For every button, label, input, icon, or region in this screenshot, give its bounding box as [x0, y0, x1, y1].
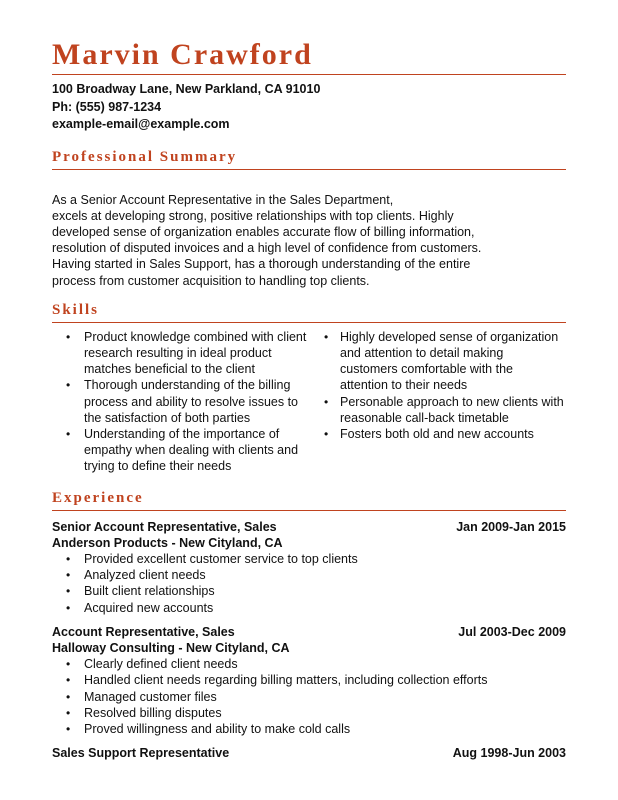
job-bullet [52, 689, 566, 705]
skill-line: trying to define their needs [84, 459, 232, 474]
job-company: Anderson Products - New Cityland, CA [52, 535, 283, 550]
bullet-icon: • [66, 673, 71, 688]
bullet-icon: • [66, 568, 71, 583]
job-entry [52, 519, 566, 616]
job-bullet-text: Resolved billing disputes [84, 705, 222, 720]
skill-item [52, 329, 322, 378]
summary-line: resolution of disputed invoices and a high level of confidence from customers. [52, 241, 482, 256]
skill-line: customers comfortable with the [340, 362, 513, 377]
summary-line: As a Senior Account Representative in the Sales Department, [52, 192, 394, 207]
job-bullets [52, 656, 566, 737]
job-bullets [52, 551, 566, 616]
contact-block [52, 81, 566, 134]
job-title: Account Representative, Sales [52, 624, 235, 639]
skills-divider [52, 322, 566, 323]
skill-line: Thorough understanding of the billing [84, 378, 291, 393]
summary-line: process from customer acquisition to handling top clients. [52, 273, 370, 288]
job-bullet [52, 705, 566, 721]
bullet-icon: • [66, 600, 71, 615]
job-title: Senior Account Representative, Sales [52, 519, 277, 534]
bullet-icon: • [66, 378, 71, 393]
skill-line: process and ability to resolve issues to [84, 394, 298, 409]
job-dates: Aug 1998-Jun 2003 [452, 746, 566, 761]
skill-line: attention to their needs [340, 378, 468, 393]
summary-line: developed sense of organization enables accurate flow of billing information, [52, 224, 475, 239]
contact-phone: Ph: (555) 987-1234 [52, 99, 162, 114]
job-bullet [52, 656, 566, 672]
job-bullet-text: Analyzed client needs [84, 568, 206, 583]
job-bullet [52, 600, 566, 616]
bullet-icon: • [66, 584, 71, 599]
skill-item [322, 329, 566, 394]
bullet-icon: • [66, 329, 71, 344]
header-divider [52, 74, 566, 75]
job-bullet [52, 551, 566, 567]
bullet-icon: • [324, 394, 329, 409]
summary-line: Having started in Sales Support, has a thorough understanding of the entire [52, 257, 471, 272]
skill-line: reasonable call-back timetable [340, 410, 509, 425]
skill-line: and attention to detail making [340, 345, 504, 360]
job-bullet-text: Clearly defined client needs [84, 657, 238, 672]
skill-line: research resulting in ideal product [84, 345, 272, 360]
bullet-icon: • [66, 426, 71, 441]
job-dates: Jul 2003-Dec 2009 [458, 624, 566, 639]
skill-item [322, 426, 566, 442]
job-header [52, 519, 566, 535]
bullet-icon: • [66, 689, 71, 704]
job-title: Sales Support Representative [52, 746, 230, 761]
job-bullet-text: Provided excellent customer service to top clients [84, 551, 358, 566]
summary-section [52, 148, 566, 289]
skills-right-list [322, 329, 566, 475]
job-bullet [52, 583, 566, 599]
skill-line: the satisfaction of both parties [84, 410, 251, 425]
job-entry [52, 745, 566, 761]
job-bullet [52, 567, 566, 583]
summary-text [52, 192, 566, 289]
summary-divider [52, 169, 566, 170]
bullet-icon: • [66, 721, 71, 736]
bullet-icon: • [66, 551, 71, 566]
skills-heading: Skills [52, 301, 100, 318]
job-bullet-text: Managed customer files [84, 689, 217, 704]
skill-line: Highly developed sense of organization [340, 329, 559, 344]
skills-section [52, 301, 566, 475]
bullet-icon: • [66, 657, 71, 672]
skill-item [52, 377, 322, 426]
job-dates: Jan 2009-Jan 2015 [456, 519, 566, 534]
contact-email: example-email@example.com [52, 117, 230, 131]
job-bullet-text: Proved willingness and ability to make cold calls [84, 721, 351, 736]
job-company: Halloway Consulting - New Cityland, CA [52, 640, 290, 655]
job-bullet-text: Handled client needs regarding billing matters, including collection efforts [84, 673, 488, 688]
experience-section [52, 489, 566, 762]
candidate-name: Marvin Crawford [52, 38, 313, 71]
skill-line: Personable approach to new clients with [340, 394, 564, 409]
skills-left-list [52, 329, 322, 475]
skill-line: matches beneficial to the client [84, 362, 255, 377]
job-bullet [52, 721, 566, 737]
skill-line: Understanding of the importance of [84, 426, 280, 441]
summary-heading: Professional Summary [52, 148, 238, 165]
skill-line: empathy when dealing with clients and [84, 443, 299, 458]
experience-divider [52, 510, 566, 511]
bullet-icon: • [324, 329, 329, 344]
skill-item [52, 426, 322, 475]
job-entry [52, 624, 566, 737]
job-bullet-text: Built client relationships [84, 584, 215, 599]
job-header [52, 745, 566, 761]
job-bullet [52, 672, 566, 688]
bullet-icon: • [324, 426, 329, 441]
contact-address: 100 Broadway Lane, New Parkland, CA 91010 [52, 82, 321, 96]
experience-heading: Experience [52, 489, 144, 506]
job-bullet-text: Acquired new accounts [84, 600, 214, 615]
bullet-icon: • [66, 705, 71, 720]
skill-line: Product knowledge combined with client [84, 329, 307, 344]
skills-columns [52, 329, 566, 475]
job-header [52, 624, 566, 640]
skill-item [322, 394, 566, 426]
summary-line: excels at developing strong, positive relationships with top clients. Highly [52, 208, 454, 223]
skill-line: Fosters both old and new accounts [340, 426, 534, 441]
